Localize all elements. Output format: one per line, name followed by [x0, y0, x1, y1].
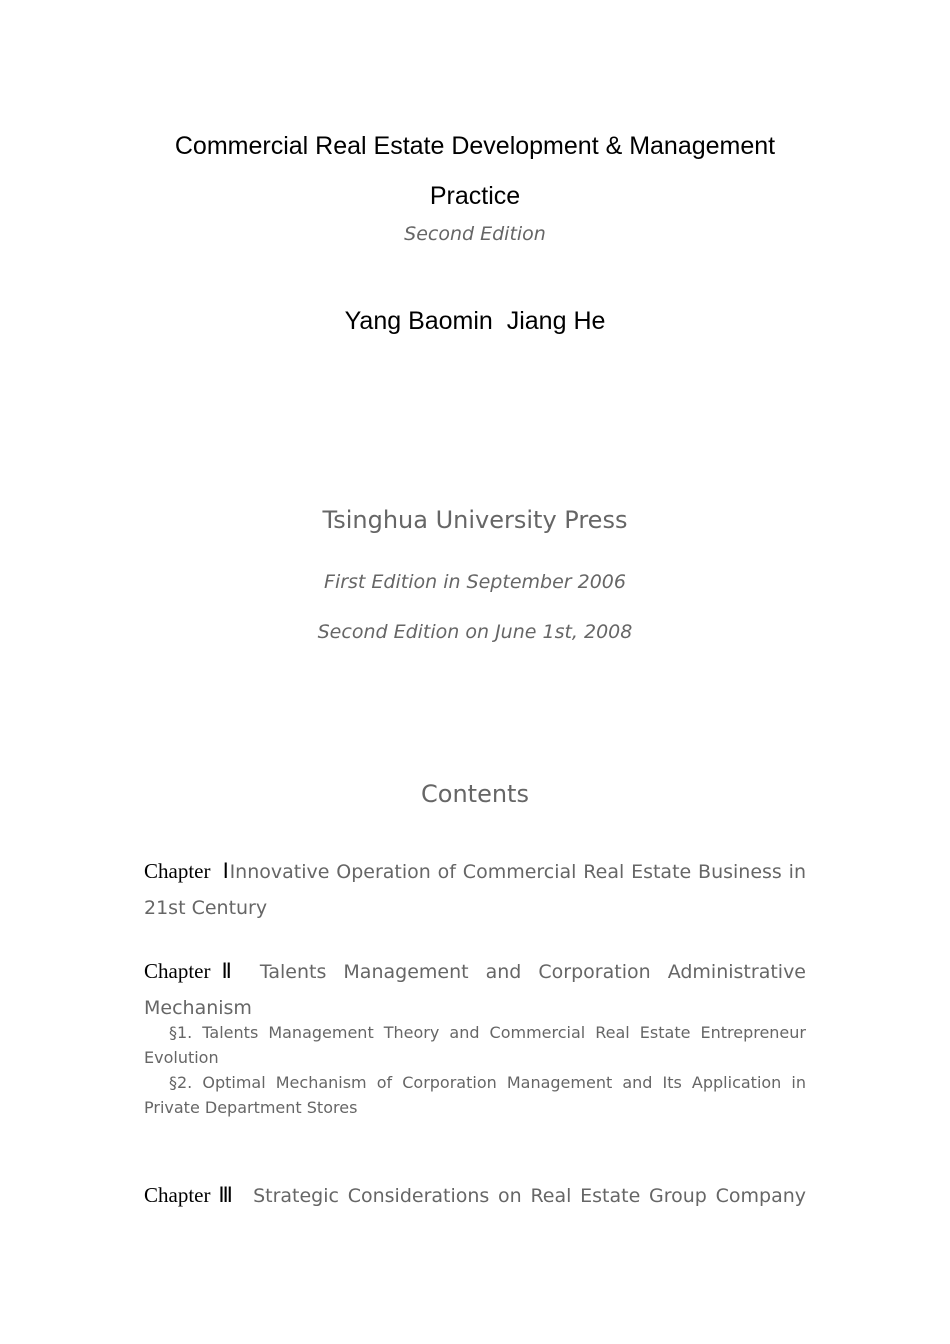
chapter-label: Chapter Ⅰ	[144, 859, 230, 883]
first-edition-date: First Edition in September 2006	[324, 571, 626, 593]
edition-subtitle: Second Edition	[404, 223, 546, 245]
toc-chapter-3[interactable]	[144, 1177, 806, 1214]
chapter-title: Talents Management and Corporation Administrative Mechanism	[144, 961, 813, 1019]
chapter-label: Chapter Ⅲ	[144, 1183, 236, 1207]
book-title-line-2: Practice	[429, 182, 521, 210]
contents-heading: Contents	[421, 780, 529, 808]
second-edition-date: Second Edition on June 1st, 2008	[317, 621, 633, 643]
chapter-title: Strategic Considerations on Real Estate Group Company	[235, 1185, 806, 1207]
toc-chapter-2[interactable]	[144, 953, 813, 1026]
toc-section-2-1[interactable]: §1. Talents Management Theory and Commercial Real Estate Entrepreneur Evolution	[144, 1023, 806, 1067]
book-title-line-1: Commercial Real Estate Development & Management	[174, 132, 776, 160]
chapter-label: ChapterⅡ	[144, 959, 243, 983]
chapter-title: Innovative Operation of Commercial Real Estate Business in 21st Century	[144, 861, 806, 919]
toc-section-2-2[interactable]: §2. Optimal Mechanism of Corporation Management and Its Application in Private Department Stores	[144, 1073, 806, 1117]
publisher-name: Tsinghua University Press	[322, 506, 628, 534]
authors: Yang Baomin Jiang He	[344, 307, 606, 335]
toc-chapter-1[interactable]	[144, 853, 806, 926]
